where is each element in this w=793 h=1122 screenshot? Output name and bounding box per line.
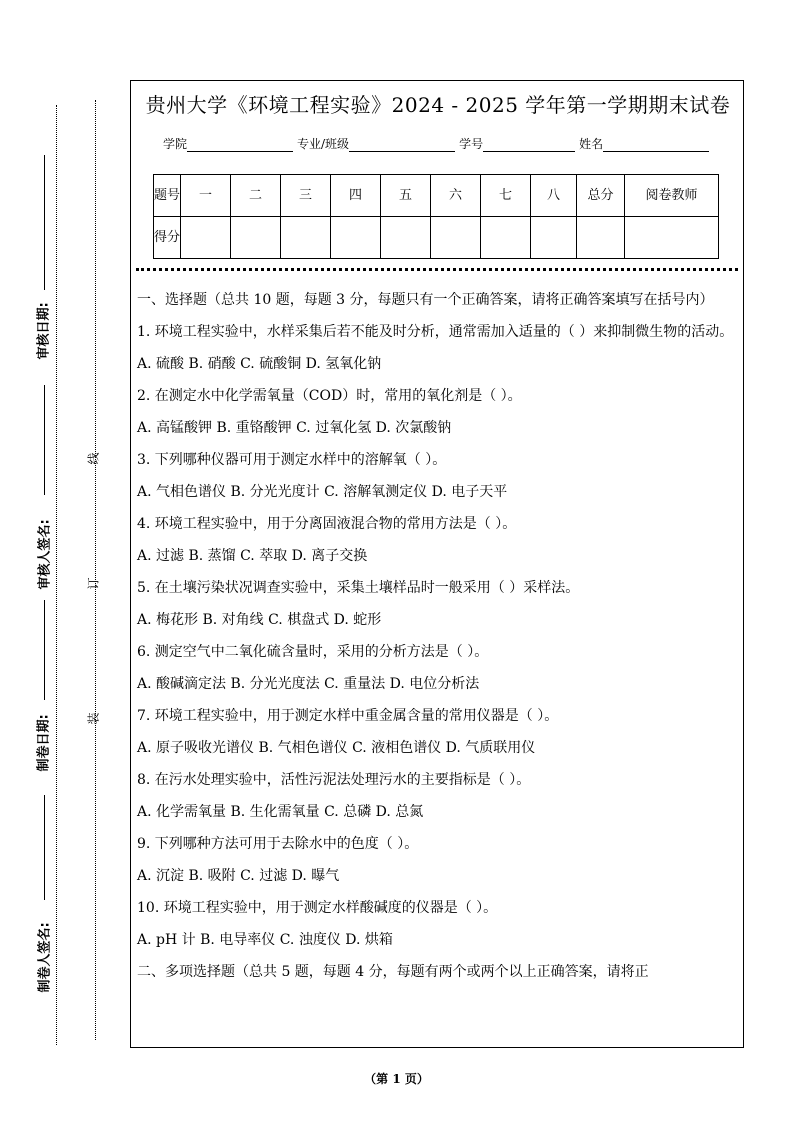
- author-sign-blank: [44, 795, 45, 900]
- score-cell[interactable]: [381, 217, 431, 259]
- score-header-cell: 一: [181, 175, 231, 217]
- question: 5. 在土壤污染状况调查实验中，采集土壤样品时一般采用（ ）采样法。: [137, 580, 580, 596]
- reviewer-sign-label: 审核人签名:: [37, 519, 53, 590]
- major-class-label: 专业/班级: [297, 137, 350, 151]
- question-options: A. 化学需氧量 B. 生化需氧量 C. 总磷 D. 总氮: [137, 804, 424, 820]
- exam-frame: [130, 80, 744, 1048]
- binding-mark-staple: 订: [86, 577, 101, 590]
- binding-mark-line: 线: [86, 452, 101, 465]
- score-cell[interactable]: [625, 217, 719, 259]
- question-options: A. 原子吸收光谱仪 B. 气相色谱仪 C. 液相色谱仪 D. 气质联用仪: [137, 740, 536, 756]
- question-options: A. 酸碱滴定法 B. 分光光度法 C. 重量法 D. 电位分析法: [137, 676, 480, 692]
- question: 6. 测定空气中二氧化硫含量时，采用的分析方法是（ ）。: [137, 644, 489, 660]
- question: 9. 下列哪种方法可用于去除水中的色度（ ）。: [137, 836, 419, 852]
- score-cell[interactable]: [577, 217, 625, 259]
- question: 1. 环境工程实验中，水样采集后若不能及时分析，通常需加入适量的（ ）来抑制微生物的活动。: [137, 324, 734, 340]
- question: 4. 环境工程实验中，用于分离固液混合物的常用方法是（ ）。: [137, 516, 517, 532]
- score-header-cell: 四: [331, 175, 381, 217]
- author-sign-label: 制卷人签名:: [37, 922, 53, 993]
- score-header-cell: 二: [231, 175, 281, 217]
- score-cell[interactable]: [531, 217, 577, 259]
- score-header-cell: 总分: [577, 175, 625, 217]
- score-header-cell: 六: [431, 175, 481, 217]
- score-cell[interactable]: [431, 217, 481, 259]
- question: 10. 环境工程实验中，用于测定水样酸碱度的仪器是（ ）。: [137, 900, 498, 916]
- name-field[interactable]: [603, 139, 709, 152]
- name-label: 姓名: [579, 137, 604, 151]
- score-row-label: 得分: [154, 217, 181, 259]
- page-number: （第 1 页）: [364, 1072, 429, 1086]
- score-header-cell: 五: [381, 175, 431, 217]
- score-table: [153, 174, 719, 259]
- question-options: A. 沉淀 B. 吸附 C. 过滤 D. 曝气: [137, 868, 340, 884]
- college-label: 学院: [163, 137, 188, 151]
- review-date-label: 审核日期:: [36, 302, 52, 360]
- score-cell[interactable]: [231, 217, 281, 259]
- score-header-cell: 阅卷教师: [625, 175, 719, 217]
- question-options: A. 过滤 B. 蒸馏 C. 萃取 D. 离子交换: [137, 548, 368, 564]
- score-header-cell: 八: [531, 175, 577, 217]
- paper-date-label: 制卷日期:: [36, 714, 52, 772]
- exam-content: [137, 289, 739, 993]
- student-info-row: [163, 135, 713, 152]
- question: 2. 在测定水中化学需氧量（COD）时，常用的氧化剂是（ ）。: [137, 388, 522, 404]
- question: 3. 下列哪种仪器可用于测定水样中的溶解氧（ ）。: [137, 452, 447, 468]
- exam-title: 贵州大学《环境工程实验》2024 - 2025 学年第一学期期末试卷: [145, 93, 731, 117]
- section2-heading: 二、多项选择题（总共 5 题，每题 4 分，每题有两个或两个以上正确答案，请将正: [137, 964, 649, 980]
- score-cell[interactable]: [281, 217, 331, 259]
- paper-date-blank: [44, 600, 45, 700]
- question: 7. 环境工程实验中，用于测定水样中重金属含量的常用仪器是（ ）。: [137, 708, 559, 724]
- question-options: A. 硫酸 B. 硝酸 C. 硫酸铜 D. 氢氧化钠: [137, 356, 382, 372]
- score-header-cell: 三: [281, 175, 331, 217]
- review-date-blank: [44, 155, 45, 290]
- question-options: A. 高锰酸钾 B. 重铬酸钾 C. 过氧化氢 D. 次氯酸钠: [137, 420, 452, 436]
- question: 8. 在污水处理实验中，活性污泥法处理污水的主要指标是（ ）。: [137, 772, 531, 788]
- reviewer-sign-blank: [44, 385, 45, 495]
- college-field[interactable]: [187, 139, 293, 152]
- binding-margin: [0, 0, 130, 1122]
- score-cell[interactable]: [481, 217, 531, 259]
- score-cell[interactable]: [181, 217, 231, 259]
- major-class-field[interactable]: [349, 139, 455, 152]
- student-id-label: 学号: [459, 137, 484, 151]
- question-options: A. 梅花形 B. 对角线 C. 棋盘式 D. 蛇形: [137, 612, 382, 628]
- score-table-score-row: [154, 217, 719, 259]
- score-table-header-row: [154, 175, 719, 217]
- section-divider: [136, 268, 738, 271]
- inner-dotted-line: [95, 100, 96, 1040]
- student-id-field[interactable]: [483, 139, 575, 152]
- score-cell[interactable]: [331, 217, 381, 259]
- binding-mark-bind: 装: [86, 712, 101, 725]
- outer-dotted-line: [56, 105, 57, 1045]
- question-options: A. 气相色谱仪 B. 分光光度计 C. 溶解氧测定仪 D. 电子天平: [137, 484, 508, 500]
- question-options: A. pH 计 B. 电导率仪 C. 浊度仪 D. 烘箱: [137, 932, 393, 948]
- score-header-cell: 七: [481, 175, 531, 217]
- score-header-cell: 题号: [154, 175, 181, 217]
- section1-heading: 一、选择题（总共 10 题，每题 3 分，每题只有一个正确答案，请将正确答案填写在括号内）: [137, 292, 714, 308]
